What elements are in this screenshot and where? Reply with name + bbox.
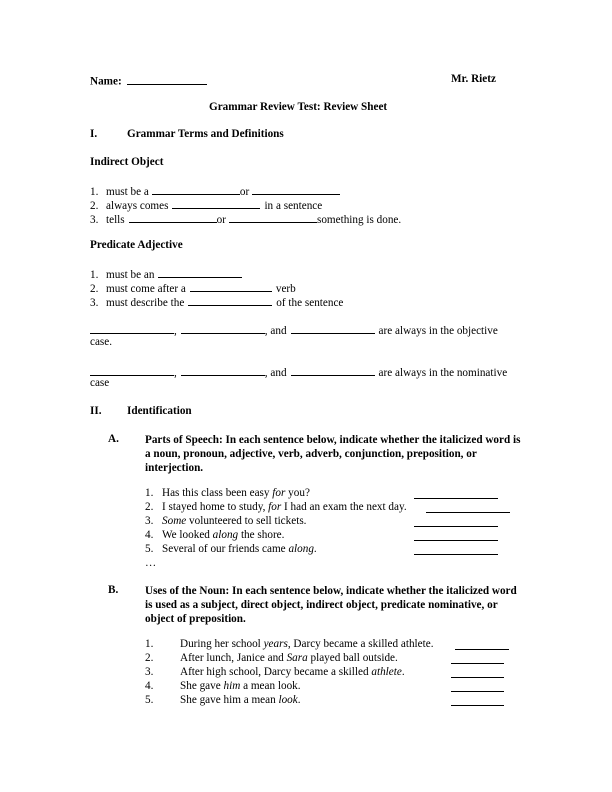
question-number: 2. xyxy=(145,501,154,513)
answer-blank[interactable] xyxy=(190,280,272,292)
answer-blank[interactable] xyxy=(451,652,504,664)
italic-word: him xyxy=(223,680,241,692)
answer-blank[interactable] xyxy=(90,322,174,334)
sentence-text: Several of our friends came xyxy=(162,543,289,555)
question-number: 4. xyxy=(145,680,154,692)
ellipsis: … xyxy=(145,557,157,569)
answer-blank[interactable] xyxy=(158,266,242,278)
italic-word: look xyxy=(278,694,298,706)
sentence-text: I had an exam the next day. xyxy=(281,501,407,513)
italic-word: Sara xyxy=(286,652,308,664)
answer-blank[interactable] xyxy=(129,211,217,223)
italic-word: years xyxy=(263,638,288,650)
answer-blank[interactable] xyxy=(152,183,240,195)
answer-blank[interactable] xyxy=(291,322,375,334)
predicate-adjective-heading: Predicate Adjective xyxy=(90,239,183,251)
nominative-case-line: , , and are always in the nominative xyxy=(90,364,507,379)
answer-blank[interactable] xyxy=(451,680,504,692)
sentence-text: She gave him a mean xyxy=(180,694,279,706)
sentence-text: We looked xyxy=(162,529,213,541)
sentence-text: She gave xyxy=(180,680,224,692)
part-a-instruction: Parts of Speech: In each sentence below, indicate whether the italicized word is a noun, pronoun, adjective, verb, adverb, conjunction, preposition, or interjection. xyxy=(145,434,521,474)
answer-blank[interactable] xyxy=(181,364,265,376)
name-label: Name: xyxy=(90,75,122,88)
section-1-heading: Grammar Terms and Definitions xyxy=(127,128,284,140)
name-field[interactable] xyxy=(90,73,207,88)
question-row xyxy=(145,638,434,650)
question-number: 5. xyxy=(145,694,154,706)
sentence-text: , Darcy became a skilled athlete. xyxy=(287,638,434,650)
sentence-text: you? xyxy=(285,487,310,499)
italic-word: for xyxy=(272,487,286,499)
sentence-text: volunteered to sell tickets. xyxy=(186,515,307,527)
question-number: 3. xyxy=(145,515,154,527)
answer-blank[interactable] xyxy=(172,197,260,209)
objective-case-wrap: case. xyxy=(90,336,113,348)
question-row xyxy=(145,529,284,541)
sentence-text: After high school, Darcy became a skilled xyxy=(180,666,372,678)
question-number: 1. xyxy=(145,638,154,650)
question-number: 5. xyxy=(145,543,154,555)
section-2-numeral: II. xyxy=(90,405,102,417)
question-number: 3. xyxy=(145,666,154,678)
indirect-object-heading: Indirect Object xyxy=(90,156,164,168)
answer-blank[interactable] xyxy=(252,183,340,195)
list-item: 2. always comes in a sentence xyxy=(90,197,322,212)
sentence-text: . xyxy=(297,694,301,706)
answer-blank[interactable] xyxy=(414,515,498,527)
nominative-case-wrap: case xyxy=(90,377,110,389)
list-item: 1. must be a or xyxy=(90,183,340,198)
list-item: 2. must come after a verb xyxy=(90,280,296,295)
sentence-text: I stayed home to study, xyxy=(162,501,269,513)
question-row xyxy=(145,515,306,527)
italic-word: athlete xyxy=(371,666,402,678)
answer-blank[interactable] xyxy=(414,487,498,499)
question-row xyxy=(145,666,405,678)
part-b-instruction: Uses of the Noun: In each sentence below, indicate whether the italicized word is used as a subject, direct object, indirect object, predicate nominative, or object of preposition. xyxy=(145,585,517,625)
question-number: 2. xyxy=(145,652,154,664)
page-title: Grammar Review Test: Review Sheet xyxy=(209,101,388,113)
teacher-name: Mr. Rietz xyxy=(451,73,496,85)
answer-blank[interactable] xyxy=(90,364,174,376)
sentence-text: played ball outside. xyxy=(307,652,398,664)
objective-case-line: , , and are always in the objective xyxy=(90,322,498,337)
italic-word: for xyxy=(268,501,282,513)
sentence-text: . xyxy=(401,666,405,678)
italic-word: Some xyxy=(162,515,187,527)
answer-blank[interactable] xyxy=(451,666,504,678)
part-a-letter: A. xyxy=(108,433,119,445)
question-row xyxy=(145,694,301,706)
answer-blank[interactable] xyxy=(455,638,509,650)
section-1-numeral: I. xyxy=(90,128,98,140)
question-row xyxy=(145,680,301,692)
section-2-heading: Identification xyxy=(127,405,192,417)
question-number: 4. xyxy=(145,529,154,541)
list-item: 3. must describe the of the sentence xyxy=(90,294,343,309)
sentence-text: After lunch, Janice and xyxy=(180,652,287,664)
answer-blank[interactable] xyxy=(181,322,265,334)
italic-word: along xyxy=(212,529,239,541)
sentence-text: a mean look. xyxy=(240,680,301,692)
sentence-text: During her school xyxy=(180,638,264,650)
list-item: 3. tells or something is done. xyxy=(90,211,401,226)
sentence-text: Has this class been easy xyxy=(162,487,273,499)
question-row xyxy=(145,652,398,664)
question-row xyxy=(145,501,407,513)
question-number: 1. xyxy=(145,487,154,499)
sentence-text: the shore. xyxy=(238,529,285,541)
answer-blank[interactable] xyxy=(291,364,375,376)
answer-blank[interactable] xyxy=(451,694,504,706)
answer-blank[interactable] xyxy=(229,211,317,223)
answer-blank[interactable] xyxy=(188,294,272,306)
question-row xyxy=(145,543,317,555)
italic-word: along xyxy=(288,543,314,555)
part-b-letter: B. xyxy=(108,584,119,596)
answer-blank[interactable] xyxy=(414,543,498,555)
answer-blank[interactable] xyxy=(414,529,498,541)
answer-blank[interactable] xyxy=(426,501,510,513)
list-item: 1. must be an xyxy=(90,266,242,281)
name-blank[interactable] xyxy=(127,73,207,85)
sentence-text: . xyxy=(313,543,317,555)
question-row xyxy=(145,487,310,499)
